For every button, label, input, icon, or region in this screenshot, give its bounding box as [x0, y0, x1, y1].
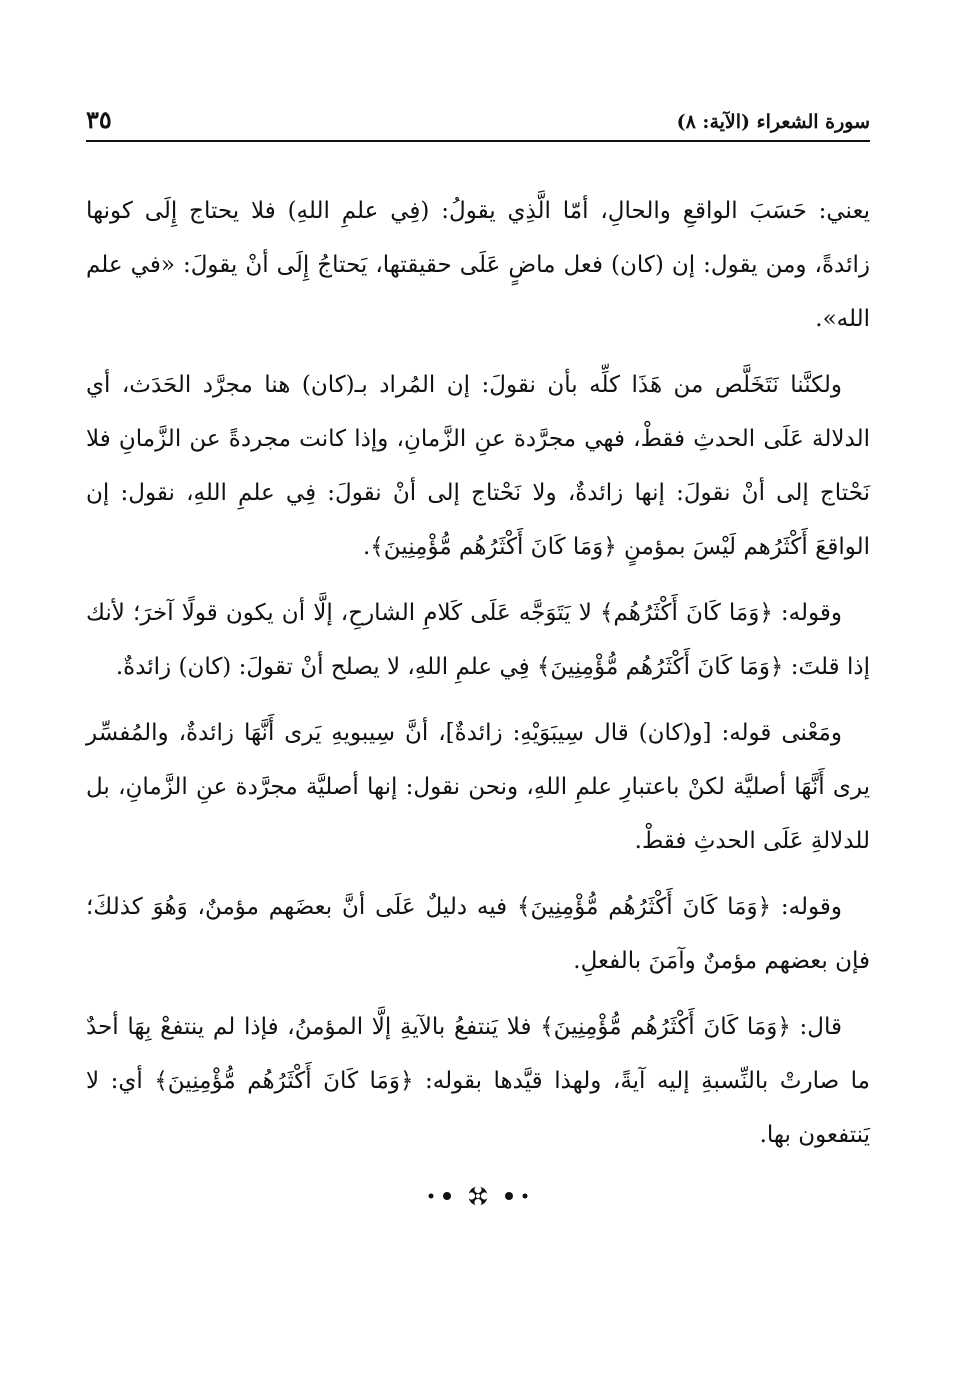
body-text [86, 184, 870, 1162]
end-ornament [86, 1184, 870, 1208]
paragraph-2: ولكنَّنا نَتَخَلَّص من هَذَا كلِّه بأن نقولَ: إن المُراد بـ(كان) هنا مجرَّد الحَدَث، أي الدلالة عَلَى الحدثِ فقطْ، فهي مجرَّدة عنِ الزَّمانِ، وإذا كانت مجردةً عن الزَّمانِ فلا نَحْتاج إلى أنْ نقولَ: إنها زائدةٌ، ولا نَحْتاج إلى أنْ نقولَ: فِي علمِ اللهِ، نقول: إن الواقعَ أَكْثَرُهم لَيْسَ بمؤمنٍ ﴿وَمَا كَانَ أَكْثَرُهُم مُّؤْمِنِينَ﴾. [86, 372, 870, 560]
floral-ornament-icon [423, 1184, 533, 1208]
chapter-title: سورة الشعراء (الآية: ٨) [676, 111, 870, 133]
paragraph-5: وقوله: ﴿وَمَا كَانَ أَكْثَرُهُم مُّؤْمِنِينَ﴾ فيه دليلٌ عَلَى أنَّ بعضَهم مؤمنٌ، وَهُوَ كذلكَ؛ فإن بعضهم مؤمنٌ وآمَنَ بالفعلِ. [86, 894, 870, 974]
paragraph-3: وقوله: ﴿وَمَا كَانَ أَكْثَرُهُم﴾ لا يَتَوَجَّه عَلَى كَلامِ الشارحِ، إلَّا أن يكون قولًا آخرَ؛ لأنك إذا قلتَ: ﴿وَمَا كَانَ أَكْثَرُهُم مُّؤْمِنِينَ﴾ فِي علمِ اللهِ، لا يصلح أنْ تقولَ: (كان) زائدةٌ. [86, 600, 870, 680]
paragraph-1: يعني: حَسَبَ الواقعِ والحالِ، أمّا الَّذِي يقولُ: (فِي علمِ اللهِ) فلا يحتاج إِلَى كونها زائدةً، ومن يقول: إن (كان) فعل ماضٍ عَلَى حقيقتها، يَحتاجُ إِلَى أنْ يقولَ: «في علم الله». [86, 198, 870, 332]
paragraph-4: ومَعْنى قوله: [و(كان) قال سِيبَوَيْهِ: زائدةٌ]، أنَّ سِيبويهِ يَرى أَنَّهَا زائدةٌ، والمُفسِّر يرى أَنَّهَا أصليَّة لكنْ باعتبارِ علمِ اللهِ، ونحن نقول: إنها أصليَّة مجرَّدة عنِ الزَّمانِ، بل للدلالةِ عَلَى الحدثِ فقطْ. [86, 720, 870, 854]
header-divider [86, 140, 870, 142]
running-header [86, 98, 870, 134]
page-number: ٣٥ [86, 105, 112, 134]
paragraph-6: قال: ﴿وَمَا كَانَ أَكْثَرُهُم مُّؤْمِنِينَ﴾ فلا يَنتفعُ بالآيةِ إلَّا المؤمنُ، فإذا لم ينتفعْ بِهَا أحدٌ ما صارتْ بالنِّسبةِ إليه آيةً، ولهذا قيَّدها بقوله: ﴿وَمَا كَانَ أَكْثَرُهُم مُّؤْمِنِينَ﴾ أي: لا يَنتفعون بها. [86, 1014, 870, 1148]
book-page [86, 98, 870, 1298]
